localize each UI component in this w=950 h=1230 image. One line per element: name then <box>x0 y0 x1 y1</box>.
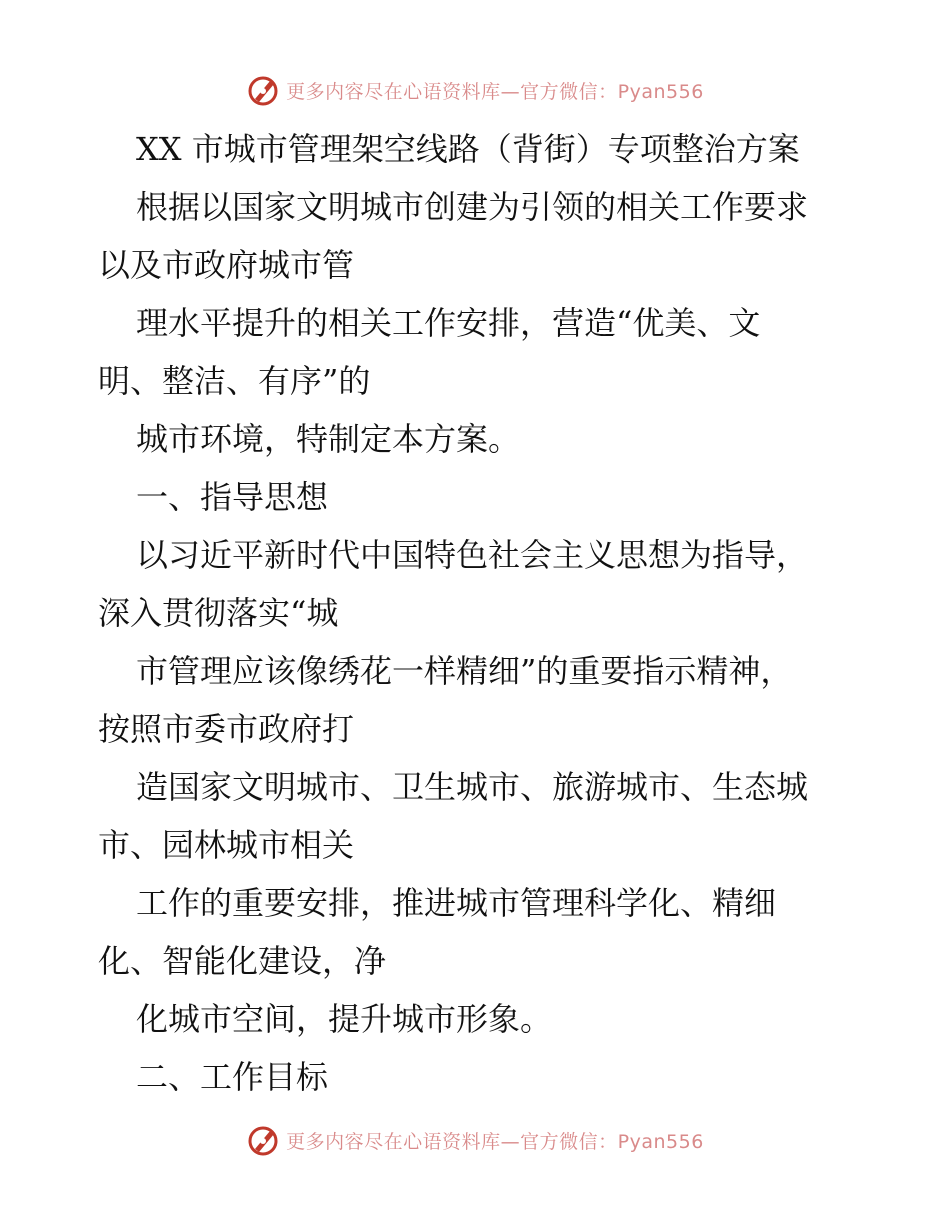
document-line: 二、工作目标 <box>136 1058 329 1096</box>
document-line: 化城市空间，提升城市形象。 <box>136 1000 553 1038</box>
document-line: 以及市政府城市管 <box>98 246 355 284</box>
header-banner <box>0 70 950 110</box>
document-line: 根据以国家文明城市创建为引领的相关工作要求 <box>136 188 809 226</box>
document-line: 造国家文明城市、卫生城市、旅游城市、生态城 <box>136 768 809 806</box>
header-banner-text: 更多内容尽在心语资料库—官方微信：Pyan556 <box>286 80 704 103</box>
document-line: 市管理应该像绣花一样精细”的重要指示精神， <box>136 652 793 690</box>
document-line: 化、智能化建设，净 <box>98 942 387 980</box>
document-body <box>98 120 858 1106</box>
document-line: 理水平提升的相关工作安排，营造“优美、文 <box>136 304 761 342</box>
pen-logo-icon <box>246 73 280 107</box>
document-line: 明、整洁、有序”的 <box>98 362 371 400</box>
document-line: 城市环境，特制定本方案。 <box>136 420 521 458</box>
document-line: XX 市城市管理架空线路（背街）专项整治方案 <box>136 130 800 168</box>
document-line: 按照市委市政府打 <box>98 710 355 748</box>
document-line: 深入贯彻落实“城 <box>98 594 339 632</box>
document-line: 以习近平新时代中国特色社会主义思想为指导， <box>136 536 809 574</box>
document-line: 市、园林城市相关 <box>98 826 355 864</box>
pen-logo-icon <box>246 1123 280 1157</box>
footer-banner-text: 更多内容尽在心语资料库—官方微信：Pyan556 <box>286 1130 704 1153</box>
document-line: 工作的重要安排，推进城市管理科学化、精细 <box>136 884 777 922</box>
document-line: 一、指导思想 <box>136 478 329 516</box>
footer-banner <box>0 1120 950 1160</box>
